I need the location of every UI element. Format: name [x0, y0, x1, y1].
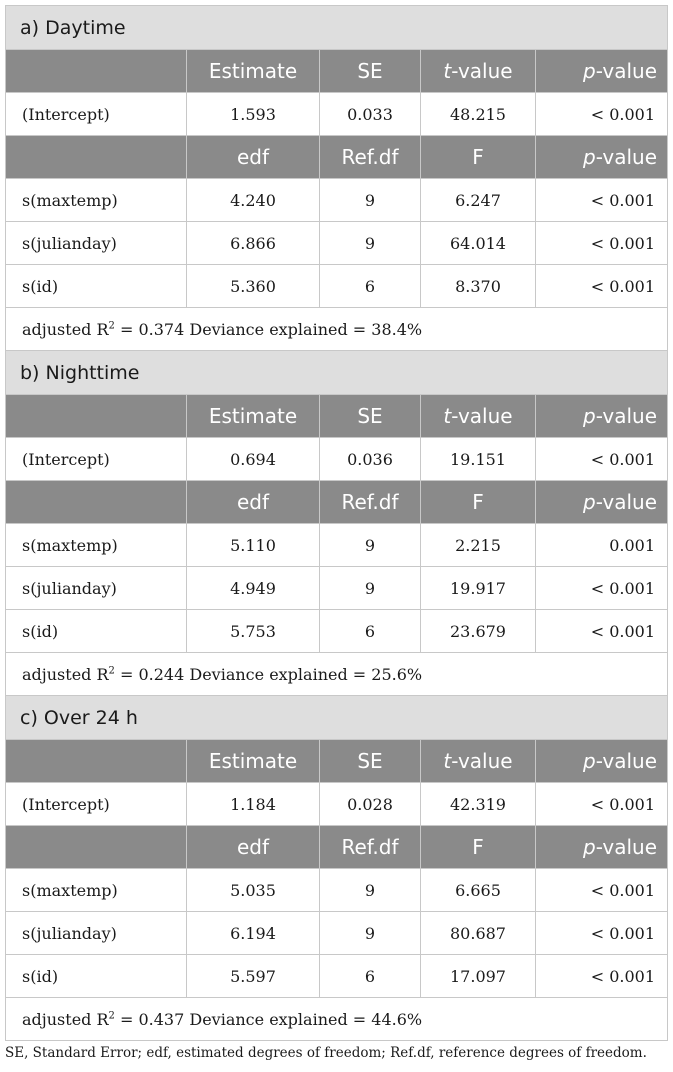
smooth-term-row: [6, 265, 668, 308]
fit-statistics-row: [6, 998, 668, 1041]
smooth-term-row: [6, 869, 668, 912]
header-t-rest: -value: [451, 749, 513, 773]
fit-post: = 0.244 Deviance explained = 25.6%: [114, 664, 423, 684]
header-p-italic: p: [582, 145, 596, 169]
header-p-italic: p: [582, 749, 596, 773]
header-t-value: [421, 50, 536, 93]
p-value: < 0.001: [536, 912, 668, 955]
header-p-rest: -value: [595, 404, 657, 428]
fit-post: = 0.374 Deviance explained = 38.4%: [114, 319, 423, 339]
header-t-italic: t: [443, 404, 452, 428]
f-value: 64.014: [421, 222, 536, 265]
header-p-value: [536, 740, 668, 783]
p-value: < 0.001: [536, 610, 668, 653]
term-label: (Intercept): [6, 783, 187, 826]
section-title-row: [6, 696, 668, 740]
smooth-header-row: [6, 136, 668, 179]
header-estimate: Estimate: [187, 395, 320, 438]
fit-statistics: [6, 653, 668, 696]
header-blank: [6, 395, 187, 438]
term-label: s(julianday): [6, 912, 187, 955]
header-edf: edf: [187, 826, 320, 869]
smooth-term-row: [6, 567, 668, 610]
p-value: < 0.001: [536, 783, 668, 826]
header-f: F: [421, 136, 536, 179]
fit-sup: 2: [108, 320, 115, 332]
term-label: s(maxtemp): [6, 869, 187, 912]
header-t-value: [421, 395, 536, 438]
f-value: 80.687: [421, 912, 536, 955]
section-title: b) Nighttime: [6, 351, 668, 395]
header-p-value: [536, 50, 668, 93]
f-value: 2.215: [421, 524, 536, 567]
section-title: c) Over 24 h: [6, 696, 668, 740]
header-p-italic: p: [582, 490, 596, 514]
p-value: < 0.001: [536, 93, 668, 136]
section-title-row: [6, 6, 668, 50]
refdf-value: 9: [320, 869, 421, 912]
fit-statistics: [6, 308, 668, 351]
edf-value: 5.597: [187, 955, 320, 998]
se-value: 0.028: [320, 783, 421, 826]
header-edf: edf: [187, 136, 320, 179]
edf-value: 4.240: [187, 179, 320, 222]
fit-statistics: [6, 998, 668, 1041]
header-t-rest: -value: [451, 404, 513, 428]
term-label: s(julianday): [6, 222, 187, 265]
edf-value: 5.035: [187, 869, 320, 912]
model-table-container: [5, 5, 667, 1041]
refdf-value: 9: [320, 179, 421, 222]
header-refdf: Ref.df: [320, 136, 421, 179]
header-p-rest: -value: [595, 835, 657, 859]
f-value: 8.370: [421, 265, 536, 308]
t-value: 48.215: [421, 93, 536, 136]
fit-pre: adjusted R: [22, 319, 109, 339]
header-p-rest: -value: [595, 490, 657, 514]
fit-sup: 2: [108, 665, 115, 677]
smooth-term-row: [6, 222, 668, 265]
header-se: SE: [320, 740, 421, 783]
header-t-rest: -value: [451, 59, 513, 83]
header-se: SE: [320, 50, 421, 93]
smooth-header-row: [6, 826, 668, 869]
p-value: < 0.001: [536, 265, 668, 308]
header-p-value: [536, 395, 668, 438]
header-p-rest: -value: [595, 749, 657, 773]
refdf-value: 6: [320, 265, 421, 308]
section-title: a) Daytime: [6, 6, 668, 50]
refdf-value: 6: [320, 610, 421, 653]
fit-pre: adjusted R: [22, 1009, 109, 1029]
f-value: 23.679: [421, 610, 536, 653]
header-estimate: Estimate: [187, 50, 320, 93]
header-f: F: [421, 826, 536, 869]
term-label: (Intercept): [6, 93, 187, 136]
refdf-value: 9: [320, 567, 421, 610]
fit-post: = 0.437 Deviance explained = 44.6%: [114, 1009, 423, 1029]
header-f: F: [421, 481, 536, 524]
parametric-header-row: [6, 50, 668, 93]
term-label: (Intercept): [6, 438, 187, 481]
header-t-value: [421, 740, 536, 783]
smooth-term-row: [6, 912, 668, 955]
smooth-term-row: [6, 524, 668, 567]
table-footnote: SE, Standard Error; edf, estimated degrees of freedom; Ref.df, reference degrees of freedom.: [5, 1045, 647, 1061]
header-blank: [6, 481, 187, 524]
header-estimate: Estimate: [187, 740, 320, 783]
header-p-value: [536, 826, 668, 869]
edf-value: 5.110: [187, 524, 320, 567]
model-results-table: [5, 5, 668, 1041]
t-value: 42.319: [421, 783, 536, 826]
header-blank: [6, 50, 187, 93]
refdf-value: 9: [320, 912, 421, 955]
parametric-header-row: [6, 740, 668, 783]
edf-value: 5.753: [187, 610, 320, 653]
header-refdf: Ref.df: [320, 481, 421, 524]
f-value: 19.917: [421, 567, 536, 610]
parametric-header-row: [6, 395, 668, 438]
edf-value: 4.949: [187, 567, 320, 610]
f-value: 6.247: [421, 179, 536, 222]
fit-statistics-row: [6, 653, 668, 696]
edf-value: 5.360: [187, 265, 320, 308]
intercept-row: [6, 783, 668, 826]
header-blank: [6, 740, 187, 783]
header-se: SE: [320, 395, 421, 438]
term-label: s(maxtemp): [6, 179, 187, 222]
p-value: < 0.001: [536, 955, 668, 998]
header-p-rest: -value: [595, 145, 657, 169]
term-label: s(maxtemp): [6, 524, 187, 567]
smooth-term-row: [6, 179, 668, 222]
header-p-rest: -value: [595, 59, 657, 83]
header-t-italic: t: [443, 749, 452, 773]
header-p-italic: p: [582, 59, 596, 83]
header-p-italic: p: [582, 835, 596, 859]
term-label: s(id): [6, 955, 187, 998]
header-p-italic: p: [582, 404, 596, 428]
refdf-value: 6: [320, 955, 421, 998]
se-value: 0.033: [320, 93, 421, 136]
t-value: 19.151: [421, 438, 536, 481]
term-label: s(julianday): [6, 567, 187, 610]
header-p-value: [536, 481, 668, 524]
estimate-value: 1.184: [187, 783, 320, 826]
p-value: < 0.001: [536, 179, 668, 222]
estimate-value: 0.694: [187, 438, 320, 481]
f-value: 17.097: [421, 955, 536, 998]
smooth-term-row: [6, 610, 668, 653]
smooth-header-row: [6, 481, 668, 524]
smooth-term-row: [6, 955, 668, 998]
header-p-value: [536, 136, 668, 179]
p-value: 0.001: [536, 524, 668, 567]
refdf-value: 9: [320, 524, 421, 567]
p-value: < 0.001: [536, 438, 668, 481]
edf-value: 6.866: [187, 222, 320, 265]
edf-value: 6.194: [187, 912, 320, 955]
header-t-italic: t: [443, 59, 452, 83]
section-title-row: [6, 351, 668, 395]
fit-pre: adjusted R: [22, 664, 109, 684]
refdf-value: 9: [320, 222, 421, 265]
f-value: 6.665: [421, 869, 536, 912]
header-edf: edf: [187, 481, 320, 524]
model-results-body: [6, 6, 668, 1041]
se-value: 0.036: [320, 438, 421, 481]
intercept-row: [6, 93, 668, 136]
estimate-value: 1.593: [187, 93, 320, 136]
header-refdf: Ref.df: [320, 826, 421, 869]
header-blank: [6, 826, 187, 869]
intercept-row: [6, 438, 668, 481]
fit-sup: 2: [108, 1010, 115, 1022]
header-blank: [6, 136, 187, 179]
fit-statistics-row: [6, 308, 668, 351]
p-value: < 0.001: [536, 567, 668, 610]
p-value: < 0.001: [536, 869, 668, 912]
term-label: s(id): [6, 265, 187, 308]
term-label: s(id): [6, 610, 187, 653]
p-value: < 0.001: [536, 222, 668, 265]
